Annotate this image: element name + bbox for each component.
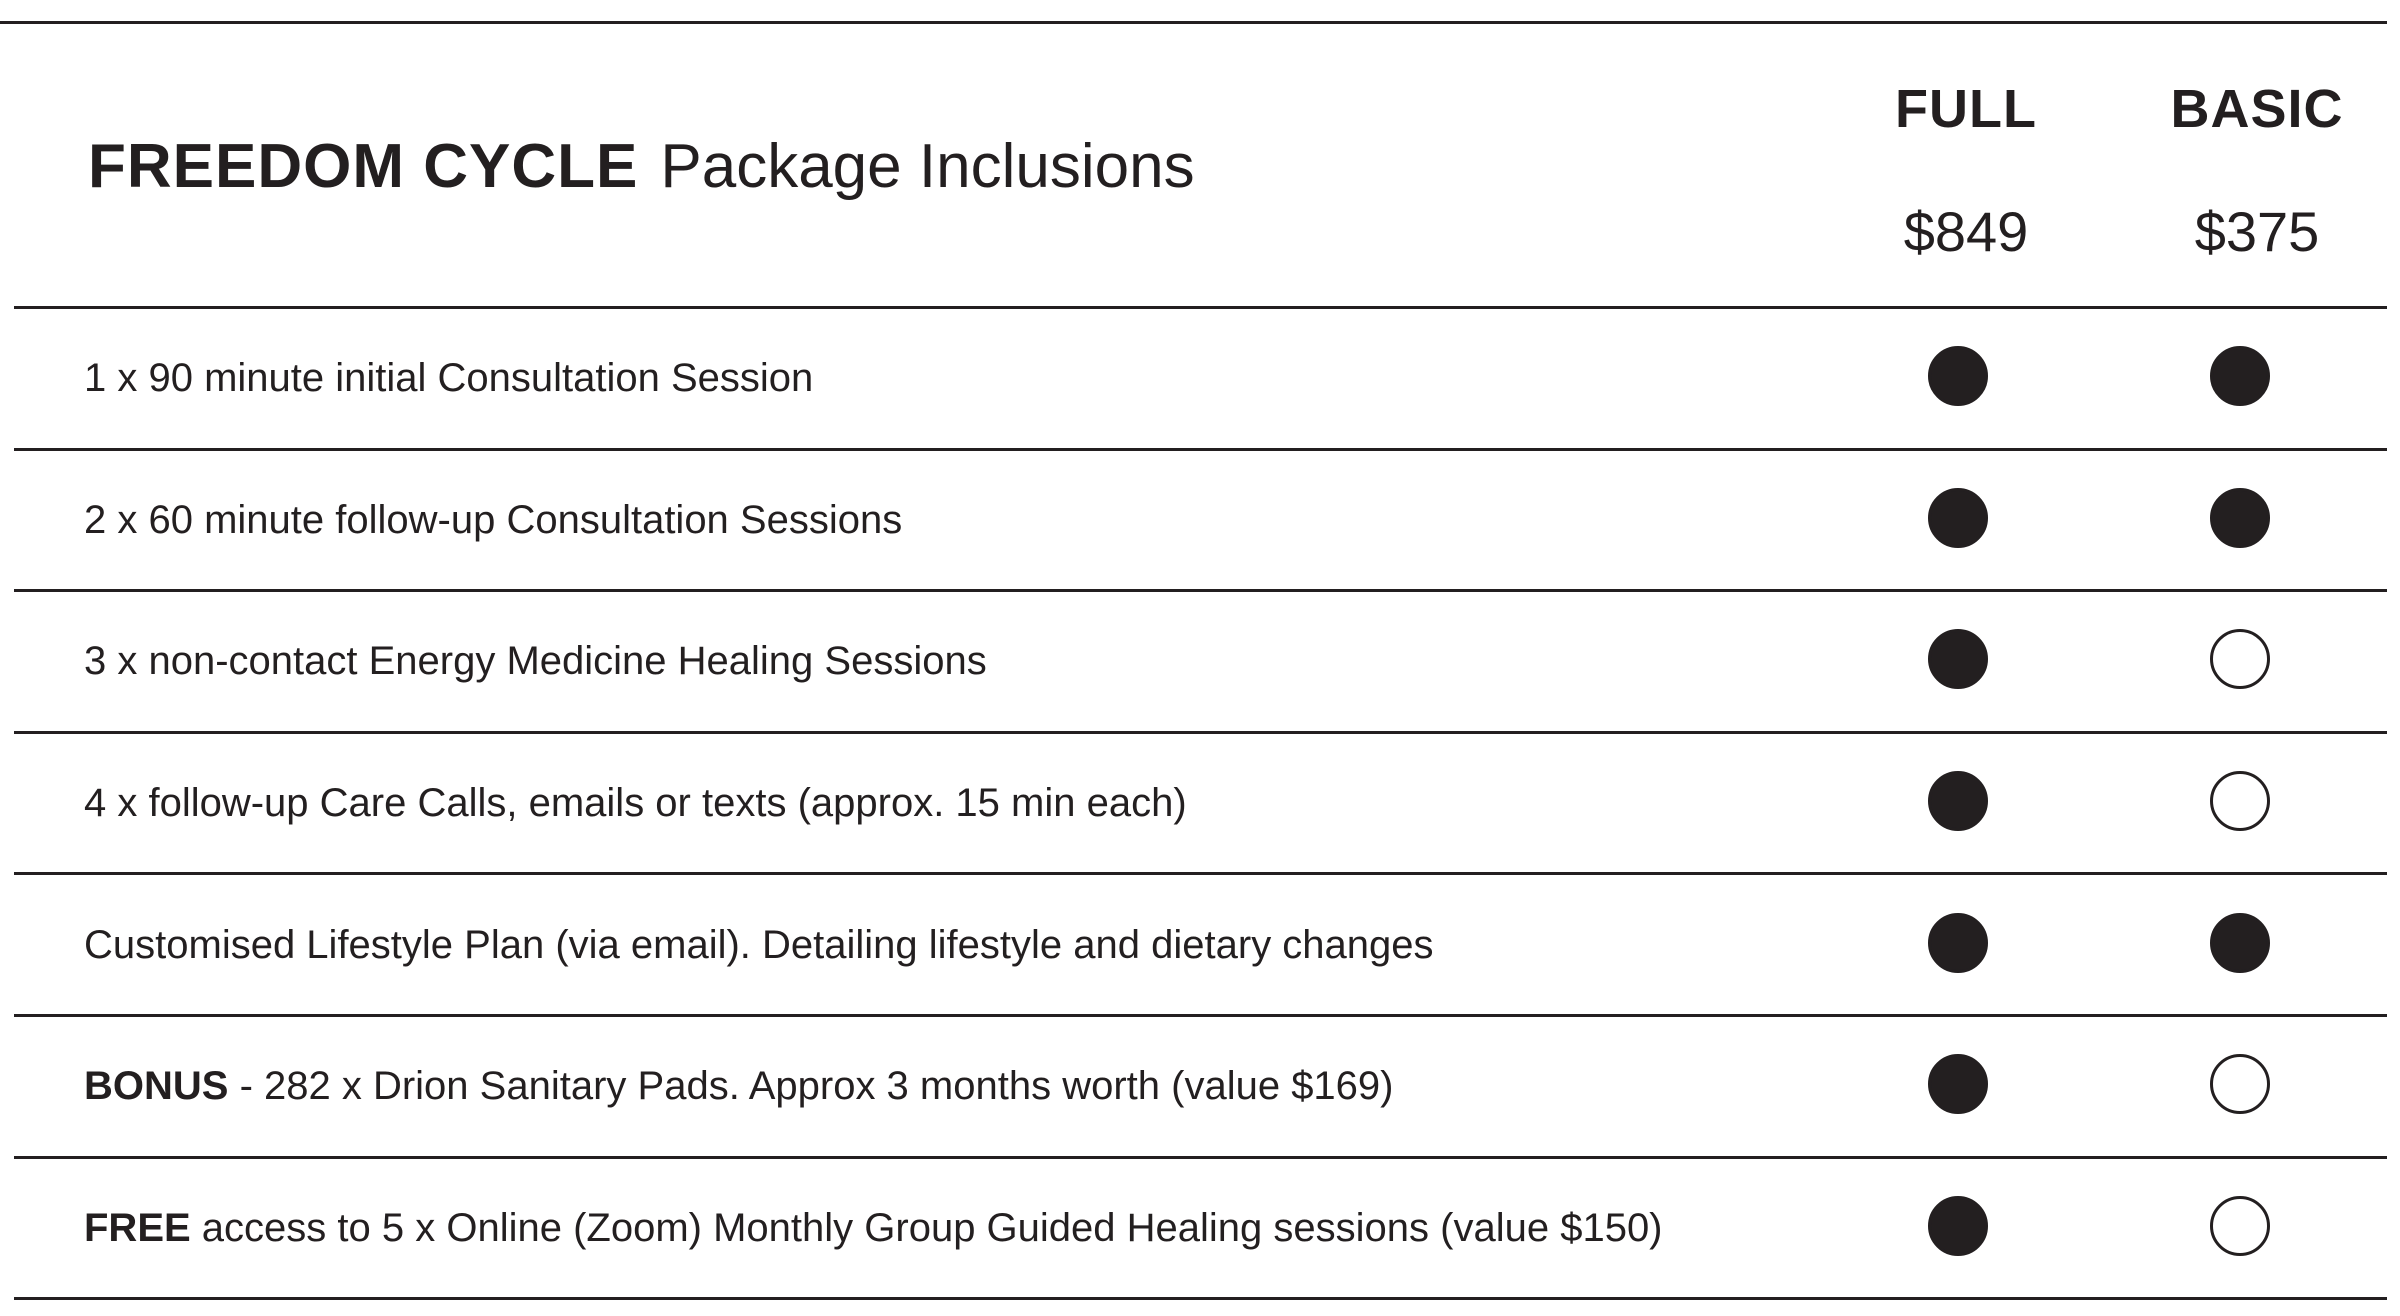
basic-not-included-empty-circle-icon bbox=[2210, 1054, 2270, 1114]
table-row bbox=[14, 872, 2387, 1014]
inclusion-text: 2 x 60 minute follow-up Consultation Sessions bbox=[84, 497, 903, 542]
plan-price-full: $849 bbox=[1903, 200, 2029, 263]
inclusion-text: 4 x follow-up Care Calls, emails or texts (approx. 15 min each) bbox=[84, 781, 1187, 826]
table-row bbox=[14, 731, 2387, 873]
inclusion-text: access to 5 x Online (Zoom) Monthly Group Guided Healing sessions (value $150) bbox=[190, 1205, 1663, 1250]
inclusion-label bbox=[84, 922, 1434, 967]
inclusion-rows bbox=[14, 306, 2387, 1300]
inclusion-prefix: BONUS bbox=[84, 1064, 229, 1109]
table-row bbox=[14, 1156, 2387, 1301]
basic-not-included-empty-circle-icon bbox=[2210, 629, 2270, 689]
full-included-filled-circle-icon bbox=[1928, 346, 1988, 406]
full-included-filled-circle-icon bbox=[1928, 629, 1988, 689]
basic-included-filled-circle-icon bbox=[2210, 913, 2270, 973]
table-row bbox=[14, 589, 2387, 731]
inclusion-prefix: FREE bbox=[84, 1205, 191, 1250]
table-header bbox=[14, 24, 2387, 306]
table-row bbox=[14, 1014, 2387, 1156]
table-row bbox=[14, 448, 2387, 590]
full-included-filled-circle-icon bbox=[1928, 771, 1988, 831]
inclusion-label bbox=[84, 497, 903, 542]
full-included-filled-circle-icon bbox=[1928, 488, 1988, 548]
inclusion-text: 1 x 90 minute initial Consultation Session bbox=[84, 356, 814, 401]
inclusion-label bbox=[84, 639, 987, 684]
inclusion-label bbox=[84, 356, 814, 401]
full-included-filled-circle-icon bbox=[1928, 913, 1988, 973]
plan-name-full: FULL bbox=[1895, 79, 2037, 139]
plan-price-basic: $375 bbox=[2194, 200, 2320, 263]
inclusion-label bbox=[84, 1205, 1663, 1250]
inclusion-label bbox=[84, 781, 1187, 826]
table-row bbox=[14, 306, 2387, 448]
title-bold: FREEDOM CYCLE bbox=[88, 132, 639, 201]
basic-not-included-empty-circle-icon bbox=[2210, 1196, 2270, 1256]
inclusion-text: Customised Lifestyle Plan (via email). Detailing lifestyle and dietary changes bbox=[84, 922, 1434, 967]
plan-name-basic: BASIC bbox=[2170, 79, 2344, 139]
inclusion-text: - 282 x Drion Sanitary Pads. Approx 3 months worth (value $169) bbox=[228, 1064, 1394, 1109]
basic-not-included-empty-circle-icon bbox=[2210, 771, 2270, 831]
title-regular: Package Inclusions bbox=[660, 132, 1195, 201]
inclusion-text: 3 x non-contact Energy Medicine Healing Sessions bbox=[84, 639, 987, 684]
basic-included-filled-circle-icon bbox=[2210, 488, 2270, 548]
full-included-filled-circle-icon bbox=[1928, 1196, 1988, 1256]
page-title bbox=[88, 132, 1195, 201]
basic-included-filled-circle-icon bbox=[2210, 346, 2270, 406]
inclusion-label bbox=[84, 1064, 1394, 1109]
full-included-filled-circle-icon bbox=[1928, 1054, 1988, 1114]
